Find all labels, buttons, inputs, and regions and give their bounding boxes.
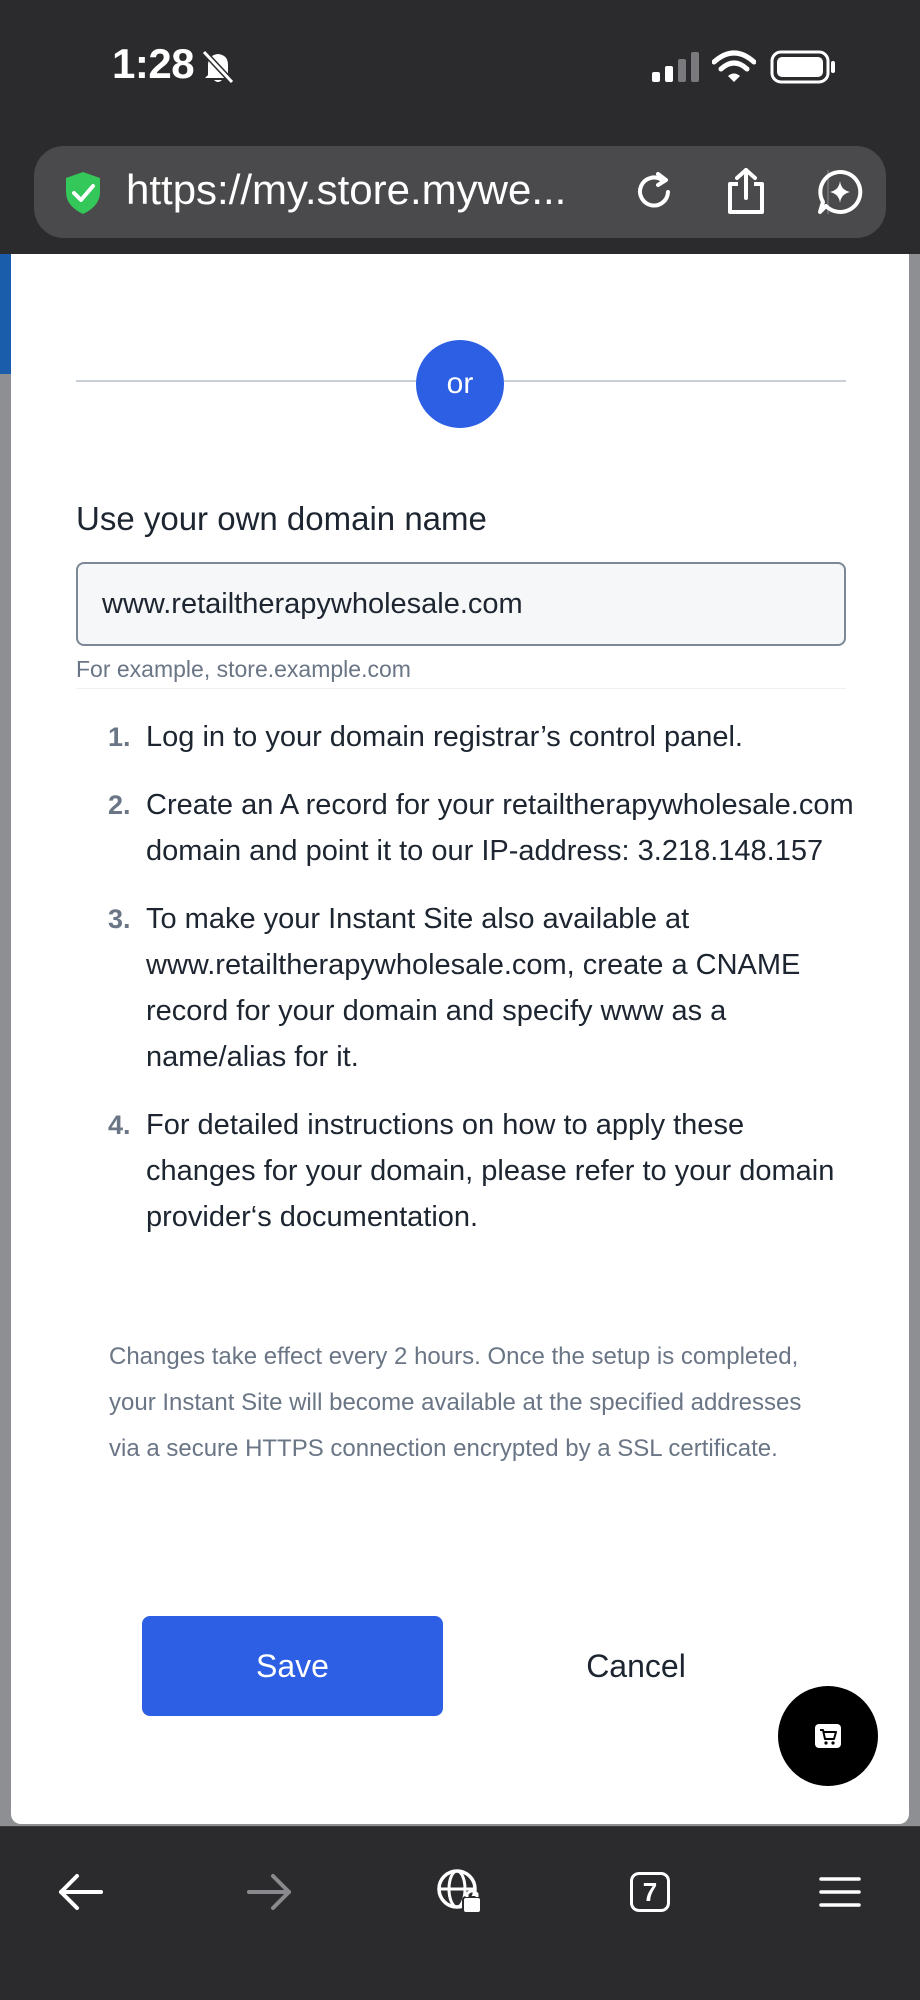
site-settings-button[interactable] [420, 1857, 500, 1927]
separator-line-left [76, 380, 416, 382]
cancel-button[interactable]: Cancel [511, 1616, 761, 1716]
step-number: 1. [108, 722, 131, 752]
shield-check-icon [62, 170, 104, 216]
separator-line-right [504, 380, 846, 382]
cart-button[interactable] [778, 1686, 878, 1786]
custom-domain-modal [11, 254, 909, 1824]
section-title: Use your own domain name [76, 500, 487, 537]
step-number: 4. [108, 1110, 131, 1140]
tabs-button[interactable] [610, 1857, 690, 1927]
step-text: Create an A record for your retailtherapywholesale.com domain and point it to our IP-address: 3.218.148.157 [146, 789, 854, 867]
hint-divider [76, 688, 846, 689]
url-bar[interactable] [34, 146, 886, 238]
domain-input[interactable] [76, 562, 846, 646]
share-icon[interactable] [724, 166, 768, 216]
back-arrow-icon [57, 1872, 103, 1912]
step-item [76, 782, 856, 874]
globe-lock-icon [435, 1867, 485, 1917]
or-separator: or [416, 340, 504, 428]
propagation-note: Changes take effect every 2 hours. Once the setup is completed, your Instant Site will become available at the specified addresses via a secure HTTPS connection encrypted by a SSL certificate. [109, 1343, 802, 1462]
background-accent [0, 254, 11, 374]
menu-icon [818, 1875, 862, 1909]
bell-slash-icon [200, 48, 236, 86]
cart-icon [815, 1724, 841, 1748]
step-number: 3. [108, 904, 131, 934]
step-item [76, 896, 856, 1080]
step-number: 2. [108, 790, 131, 820]
forward-button[interactable] [230, 1857, 310, 1927]
step-item [76, 714, 856, 760]
status-bar [0, 0, 920, 140]
tabs-icon [630, 1872, 670, 1912]
tab-count: 7 [642, 1876, 658, 1907]
save-button[interactable]: Save [142, 1616, 443, 1716]
back-button[interactable] [40, 1857, 120, 1927]
step-text: For detailed instructions on how to apply these changes for your domain, please refer to your domain provider‘s documentation. [146, 1109, 835, 1233]
assistant-icon[interactable] [816, 168, 864, 216]
step-item [76, 1102, 856, 1240]
battery-icon [770, 50, 836, 84]
step-text: To make your Instant Site also available at www.retailtherapywholesale.com, create a CNAME record for your domain and specify www as a name/alias for it. [146, 903, 801, 1073]
status-time: 1:28 [112, 40, 195, 87]
domain-hint: For example, store.example.com [76, 656, 411, 682]
reload-icon[interactable] [632, 170, 676, 214]
browser-toolbar [0, 1826, 920, 2000]
url-text[interactable]: https://my.store.mywe... [126, 166, 567, 213]
step-text: Log in to your domain registrar’s control panel. [146, 721, 743, 753]
menu-button[interactable] [800, 1857, 880, 1927]
instruction-steps [76, 714, 856, 1262]
forward-arrow-icon [247, 1872, 293, 1912]
signal-icon [652, 52, 700, 82]
wifi-icon [712, 50, 756, 84]
